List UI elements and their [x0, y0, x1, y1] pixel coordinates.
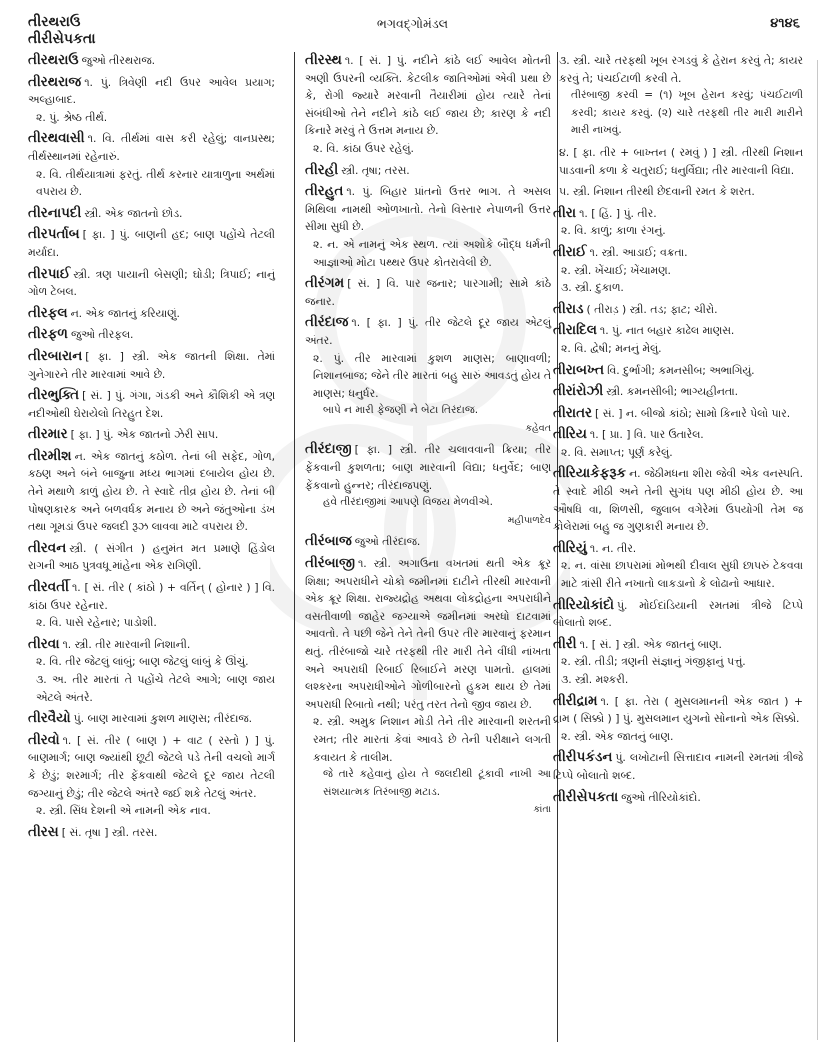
headword: તીરાતર	[553, 404, 593, 421]
sense: ૨. સ્ત્રી. તીડી; ત્રણની સંજ્ઞાનું ગંજીફાનું પત્તું.	[561, 655, 746, 669]
definition-text: ૫. સ્ત્રી. નિશાન તીરથી છેદવાની રમત કે શરત.	[559, 185, 755, 199]
headword: તીરભુક્તિ	[28, 387, 80, 404]
headword: તીરાબખ્ત	[553, 361, 605, 378]
entry-definition	[553, 540, 803, 558]
entry-definition	[553, 52, 803, 87]
headword: તીરફળ	[28, 326, 68, 343]
dictionary-entry	[28, 226, 275, 261]
definition-text: પું. લખોટાની સિત્તાદાવ નામની રમતમાં ત્રીજે ટિપ્પે બોલાતો શબ્દ.	[553, 751, 803, 782]
dictionary-entry	[28, 305, 275, 323]
definition-text: સ્ત્રી. ત્રણ પાયાની બેસણી; ઘોડી; ત્રિપાઈ; નાનું ગોળ ટેબલ.	[28, 267, 275, 299]
definition-text: [ સં. તૃષા ] સ્ત્રી. તરસ.	[61, 825, 158, 839]
guide-word-last: તીરીસેપકતા	[28, 31, 96, 47]
definition-text: [ સં. ] પું. ગંગા, ગંડકી અને કૌશિકી એ ત્રણ નદીઓથી ઘેરાયેલો તિરહુત દેશ.	[28, 389, 275, 420]
entry-definition	[305, 314, 551, 349]
definition-text: ૧. [ પ્રા. ] વિ. પાર ઉતારેલ.	[589, 428, 704, 442]
entry-definition	[28, 387, 275, 422]
definition-text: પું. મોઈદાંડિયાની રમતમાં ત્રીજે ટિપ્પે બોલાતો શબ્દ.	[553, 598, 803, 630]
sense: ૨. વિ. દ્વેષી; મનનું મેલું.	[561, 341, 662, 355]
entry-definition	[553, 205, 803, 223]
entry-definition	[553, 322, 803, 340]
definition-text: [ ફા. ] સ્ત્રી. એક જાતની શિક્ષા. તેમાં ગુનેગારને તીર મારવામાં આવે છે.	[28, 349, 275, 381]
sense: ૨. સ્ત્રી. અમુક નિશાન મોડી તેને તીર મારવાની શરતની રમત; તીર મારતાં કેવાં આવડે છે તેની પરીક્ષાને લગતી કવાયત કે તાલીમ.	[313, 715, 551, 764]
entry-definition	[28, 226, 275, 261]
entry-definition	[305, 162, 551, 180]
page-number: ૪૧૪૬	[770, 16, 800, 31]
quote-source: કહેવત	[525, 422, 551, 434]
definition-text: ૧. ન. તીર.	[589, 541, 637, 555]
dictionary-entry	[28, 426, 275, 444]
headword: તીરથરાજ	[28, 73, 82, 90]
dictionary-entry	[28, 732, 275, 820]
definition-text: સ્ત્રી. એક જાતનો છોડ.	[84, 206, 183, 220]
dictionary-entry	[553, 301, 803, 319]
page-edge-rule	[817, 60, 818, 1040]
definition-text: સ્ત્રી. ( સંગીત ) હનુમંત મત પ્રમાણે હિંડોલ રાગની આઠ પુત્રવધૂ માંહેના એક રાગિણી.	[28, 541, 275, 573]
definition-text: ૧. [ હિં. ] પું. તીર.	[579, 206, 657, 220]
dictionary-entry	[28, 579, 275, 632]
headword: તીરવો	[28, 731, 60, 748]
headword: તીરસ	[28, 823, 59, 840]
headword: તીરસ્થ	[305, 52, 342, 68]
entry-definition	[305, 183, 551, 236]
dictionary-entry	[553, 52, 803, 140]
headword: તીરનાપદી	[28, 204, 82, 221]
dictionary-entry	[28, 348, 275, 383]
headword: તીરાદિલ	[553, 322, 597, 339]
dictionary-entry	[305, 441, 551, 529]
dictionary-entry	[28, 636, 275, 706]
entry-definition	[28, 824, 275, 842]
dictionary-entry	[553, 405, 803, 423]
entry-definition	[28, 710, 275, 728]
definition-text: ૧. [ સં. ] પું. નદીને કાંઠે લઈ આવેલ મોતની અણી ઉપરની વ્યક્તિ. કેટલીક જાતિઓમાં એવી પ્રથા છે કે, રોગી જ્યારે મરવાની તૈયારીમાં હોય ત્યારે તેનાં સંબંધીઓ તેને નદીને કાંઠે લઈ જાય છે; કારણ કે નદી કિનારે મરવું તે ઉત્તમ મનાય છે.	[305, 54, 551, 138]
sense: ૩. સ્ત્રી. દુકાળ.	[561, 281, 624, 295]
definition-text: ૪. [ ફા. તીર + બાખ્તન ( રમવું ) ] સ્ત્રી. તીરથી નિશાન પાડવાની કળા કે ચતુરાઈ; ધનુર્વિદ્યા; તીર મારવાની વિદ્યા.	[559, 145, 803, 177]
definition-text: ૩. સ્ત્રી. ચારે તરફથી ખૂબ રગડવું કે હેરાન કરવું તે; કાયર કરવું તે; પંચઈટાળી કરવી તે.	[559, 54, 803, 85]
entry-definition	[553, 405, 803, 423]
definition-text: જુઓ તીરંદાજ.	[354, 535, 421, 549]
sense: ૩. સ્ત્રી. મશ્કરી.	[561, 673, 629, 686]
dictionary-entry	[28, 130, 275, 200]
headword: તીરવન	[28, 539, 67, 556]
book-title: ભગવદ્ગોમંડલ	[376, 16, 449, 31]
sense: ૨. સ્ત્રી. ખેંચાઈ; ખેંચામણ.	[561, 263, 671, 277]
dictionary-entry	[28, 387, 275, 422]
entry-definition	[305, 555, 551, 713]
headword: તીરમીશ	[28, 447, 72, 464]
headword: તીરપાઈ	[28, 265, 71, 282]
dictionary-entry	[305, 162, 551, 180]
definition-text: ૧. [ સં. ] સ્ત્રી. એક જાતનું બાણ.	[579, 637, 722, 651]
definition-text: પું. બાણ મારવામાં કુશળ માણસ; તીરંદાજ.	[73, 712, 253, 726]
dictionary-entry	[305, 314, 551, 437]
sense: ૨. વિ. પાસે રહેનાર; પાડોશી.	[36, 616, 157, 630]
definition-text: જુઓ તીરફલ.	[70, 328, 134, 342]
headword: તીરથરાઉ	[28, 52, 79, 68]
guide-word-first: તીરથરાઉ	[28, 14, 81, 30]
definition-text: જુઓ તીરિયોકાંદો.	[621, 790, 701, 804]
headword: તીરમાર	[28, 426, 68, 443]
definition-text: [ સં. ] વિ. પાર જનાર; પારગામી; સામે કાંઠે જનાર.	[305, 277, 551, 308]
headword: તીરિય	[553, 426, 587, 443]
headword: તીરહુત	[305, 183, 344, 200]
sense: ૩. અ. તીર મારતાં તે પહોંચે તેટલે આગે; બાણ જાય એટલે અંતરે.	[36, 673, 275, 704]
entry-definition	[553, 426, 803, 444]
entry-definition	[553, 183, 803, 201]
headword: તીરી	[553, 635, 577, 652]
column-2	[294, 52, 558, 1042]
entry-definition	[28, 130, 275, 165]
dictionary-entry	[305, 52, 551, 158]
entry-definition	[553, 144, 803, 179]
definition-text: ૧. સ્ત્રી. તીર મારવાની નિશાની.	[62, 637, 191, 651]
definition-text: સ્ત્રી. તૃષા; તરસ.	[341, 163, 410, 177]
dictionary-entry	[305, 555, 551, 819]
entry-definition	[553, 789, 803, 807]
entry-definition	[305, 441, 551, 494]
headword: તીરીપકંડન	[553, 749, 613, 766]
entry-definition	[28, 732, 275, 802]
headword: તીરંદાજી	[305, 441, 352, 458]
entry-definition	[553, 383, 803, 401]
dictionary-entry	[553, 244, 803, 297]
headword: તીરાંરોઝી	[553, 383, 604, 400]
definition-text: ૧. પું. બિહાર પ્રાંતનો ઉત્તર ભાગ. તે અસલ મિથિલા નામથી ઓળખાતો. તેનો વિસ્તાર નેપાળની ઉત્તર સીમા સુધી છે.	[305, 185, 551, 234]
dictionary-entry	[553, 426, 803, 461]
dictionary-entry	[28, 266, 275, 301]
sense: ૨. વિ. કાંઠા ઉપર રહેલું.	[313, 141, 414, 155]
guide-words	[28, 14, 96, 48]
entry-definition	[28, 348, 275, 383]
dictionary-entry	[28, 540, 275, 575]
headword: તીરવર્તી	[28, 579, 70, 596]
entry-definition	[28, 266, 275, 301]
dictionary-entry	[553, 322, 803, 357]
entry-definition	[553, 301, 803, 319]
entry-definition	[28, 636, 275, 654]
definition-text: ૧. [ ફા. ] પું. તીર જેટલે દૂર જાય એટલું અંતર.	[305, 316, 551, 347]
definition-text: [ ફા. ] સ્ત્રી. તીર ચલાવવાની ક્રિયા; તીર ફેંકવાની કુશળતા; બાણ મારવાની વિદ્યા; ધનુર્વેદ; બાણ ફેંકવાનો હુન્નર; તીરંદાજપણું.	[305, 443, 551, 492]
entry-definition	[553, 362, 803, 380]
quote-source: કાંતા	[533, 804, 551, 816]
definition-text: જુઓ તીરથરાજ.	[81, 54, 156, 67]
quote-source: મહીપાળદેવ	[507, 514, 551, 526]
headword: તીરાડ	[553, 300, 584, 317]
dictionary-entry	[553, 144, 803, 179]
headword: તીરપર્તાબ	[28, 226, 80, 243]
usage-quote: બાપે ન મારી ફેજણી ને બેટા તિરંદાજ.	[323, 404, 479, 417]
dictionary-entry	[28, 824, 275, 842]
sense: ૨. સ્ત્રી. સિંધ દેશની એ નામની એક નાવ.	[36, 804, 211, 818]
definition-text: ( તીરાડ઼ ) સ્ત્રી. તડ; ફાટ; ચીરો.	[586, 302, 718, 316]
usage-quote: તીરંબાજી કરવી = (૧) ખૂબ હેરાન કરવું; પંચઈટાળી કરવી; કાયર કરવું. (૨) ચારે તરફથી તીર મારી મારીને મારી નાખવું.	[571, 89, 803, 137]
definition-text: [ સં. ] ન. બીજો કાંઠો; સામો કિનારે પેલો પાર.	[595, 406, 791, 420]
dictionary-entry	[28, 448, 275, 536]
headword: તીરહી	[305, 161, 339, 178]
dictionary-entry	[553, 789, 803, 807]
dictionary-entry	[305, 183, 551, 271]
definition-text: ન. જેઠીમધના શીરા જેવી એક વનસ્પતિ. તે સ્વાદે મીઠી અને તેની સુગંધ પણ મીઠી હોય છે. આ ઔષધિ વા, શિળસી, જુલાબ વગેરેમાં ઉપયોગી તેમ જ કોલેરામાં બહુ જ ગુણકારી મનાય છે.	[553, 467, 803, 534]
headword: તીરથવાસી	[28, 130, 85, 147]
definition-text: વિ. દુર્ભાગી; કમનસીબ; અભાગિયું.	[607, 363, 755, 377]
sense: ૨. વિ. તીર્થયાત્રામાં ફરતું. તીર્થ કરનાર યાત્રાળુના અર્થમાં વપરાય છે.	[36, 167, 275, 199]
dictionary-entry	[553, 693, 803, 746]
headword: તીરબારાન	[28, 347, 83, 364]
definition-text: ૧. વિ. તીર્થમાં વાસ કરી રહેલું; વાનપ્રસ્થ; તીર્થસ્થાનમાં રહેનારું.	[28, 132, 275, 163]
dictionary-entry	[553, 465, 803, 535]
definition-text: ૧. [ સં. તીર ( બાણ ) + વાટ ( રસ્તો ) ] પું. બાણમાર્ગ; બાણ જ્યાંથી છૂટી જેટલે પડે તેની વચલો માર્ગ કે છેડું; શરમાર્ગ; તીર ફેંકવાથી જેટલે દૂર જાય તેટલી જગ્યાનું છેડું; તીર જેટલે અંતરે જઈ શકે તેટલું અંતર.	[28, 733, 275, 800]
dictionary-entry	[553, 636, 803, 689]
headword: તીરફલ	[28, 304, 68, 321]
dictionary-entry	[553, 597, 803, 632]
entry-definition	[28, 74, 275, 109]
entry-definition	[28, 305, 275, 323]
headword: તીરવૈયો	[28, 710, 71, 727]
entry-definition	[553, 597, 803, 632]
sense: ૨. પું. તીર મારવામાં કુશળ માણસ; બાણાવળી; નિશાનબાજ; જેને તીર મારતાં બહુ સારું આવડતું હોય તે માણસ; ધનુર્ધર.	[313, 351, 551, 400]
sense: ૨. વિ. સમાપ્ત; પૂર્ણ કરેલું.	[561, 445, 673, 459]
dictionary-entry	[553, 540, 803, 593]
entry-definition	[28, 52, 275, 70]
definition-text: ૧. પું. ત્રિવેણી નદી ઉપર આવેલ પ્રયાગ; અલ્હાબાદ.	[28, 75, 275, 107]
dictionary-entry	[28, 52, 275, 70]
entry-definition	[305, 275, 551, 310]
definition-text: ૧. [ સં. તીર ( કાંઠો ) + વર્તિન્ ( હોનાર ) ] વિ. કાંઠા ઉપર રહેનાર.	[28, 581, 275, 612]
headword: તીરા	[553, 204, 577, 221]
usage-quote: હવે તીરંદાજીમાં આપણે વિજય મેળવીએ.	[323, 496, 493, 509]
entry-definition	[553, 636, 803, 654]
entry-definition	[553, 749, 803, 784]
entry-definition	[305, 533, 551, 551]
headword: તીરંબાજ	[305, 533, 352, 550]
entry-definition	[553, 244, 803, 262]
entry-definition	[28, 540, 275, 575]
dictionary-entry	[28, 205, 275, 223]
dictionary-entry	[305, 275, 551, 310]
usage-quote: જે તારે કહેવાનું હોય તે જલદીથી ટૂંકાવી નાખી આ સંશયાત્મક તિરંબાજી મટાડ.	[323, 768, 551, 798]
dictionary-entry	[553, 183, 803, 201]
definition-text: [ ફા. ] પું. એક જાતનો ઝેરી સાપ.	[70, 428, 219, 442]
dictionary-entry	[553, 205, 803, 240]
entry-definition	[305, 52, 551, 140]
headword: તીરિયાકેફરૂક	[553, 465, 627, 482]
headword: તીરીદ્રામ	[553, 692, 598, 709]
definition-text: ૧. સ્ત્રી. અગાઉના વખતમાં થતી એક ક્રૂર શિક્ષા; અપરાધીને ચોકો જમીનમાં દાટીને તીરથી મારવાની એક ક્રૂર શિક્ષા. રાજ્યદ્રોહ અથવા લોકદ્રોહના અપરાધીને વસતીવાળી જાહેર જગ્યાએ જમીનમાં અરધો દાટવામાં આવતો. તે પછી જેને તેને તેની ઉપર તીર મારવાનું ફરમાન થતું. તીરંબાજો ચારે તરફથી તીર મારી તેને વીંધી નાંખતા અને અપરાધી રિબાઈ રિબાઈને મરણ પામતો. હાલમાં લશ્કરના અપરાધીઓને ગોળીબારનો હુકમ થાય છે તેમાં અપરાધી રિબાતો નથી; પરંતુ તરત તેનો જીવ જાય છે.	[305, 557, 551, 711]
column-1	[28, 52, 275, 845]
definition-text: સ્ત્રી. કમનસીબી; ભાગ્યહીનતા.	[606, 385, 739, 399]
headword: તીરાઈ	[553, 243, 587, 260]
dictionary-entry	[28, 326, 275, 344]
definition-text: ન. એક જાતનું કરિયાણું.	[70, 306, 180, 320]
sense: ૨. ન. વાંસા છાપરામાં મોભથી દીવાલ સુધી છાપરું ટેકવવા માટે ત્રાંસી રીતે નખાતો લાકડાનો કે લોઢાનો આધાર.	[561, 559, 803, 591]
dictionary-entry	[28, 74, 275, 127]
dictionary-entry	[553, 749, 803, 784]
definition-text: [ ફા. ] પું. બાણની હદ; બાણ પહોંચે તેટલી મર્યાદા.	[28, 228, 275, 259]
dictionary-entry	[553, 383, 803, 401]
entry-definition	[28, 579, 275, 614]
entry-definition	[28, 426, 275, 444]
sense: ૨. વિ. કાળું; કાળા રંગનું.	[561, 224, 666, 238]
headword: તીરિયોકાંદો	[553, 596, 615, 613]
headword: તીરંબાજી	[305, 555, 355, 572]
column-3	[553, 52, 803, 810]
entry-definition	[28, 448, 275, 536]
running-head	[0, 0, 825, 50]
headword: તીરીસેપકતા	[553, 788, 619, 805]
sense: ૨. પું. શ્રેષ્ઠ તીર્થ.	[36, 110, 108, 124]
sense: ૨. સ્ત્રી. એક જાતનું બાણ.	[561, 729, 674, 743]
entry-definition	[28, 205, 275, 223]
dictionary-entry	[305, 533, 551, 551]
definition-text: ન. એક જાતનું કઠોળ. તેનાં બી સફેદ, ગોળ, કઠણ અને બંને બાજુના મધ્ય ભાગમાં દબાયેલ હોય છે. તેને મથાળે કાળું હોય છે. તે સ્વાદે તીવ્ર હોય છે. તેનાં બી પોષણકારક અને બળવર્ધક મનાય છે અને જંતુઓના ડંખ તથા ગૂમડાં ઉપર જલદી રૂઝ લાવવા માટે વપરાય છે.	[28, 449, 275, 534]
definition-text: ૧. સ્ત્રી. આડાઈ; વક્રતા.	[589, 245, 688, 259]
dictionary-entry	[28, 710, 275, 728]
headword: તીરંદાજ	[305, 314, 349, 331]
entry-definition	[28, 326, 275, 344]
headword: તીરંગમ	[305, 275, 345, 292]
dictionary-entry	[553, 362, 803, 380]
sense: ૨. ન. એ નામનું એક સ્થળ. ત્યાં અશોકે બૌદ્ધ ધર્મની આજ્ઞાઓ મોટા પથ્થર ઉપર કોતરાવેલી છે.	[313, 237, 551, 269]
sense: ૨. વિ. તીર જેટલું લાંબું; બાણ જેટલું લાંબું કે ઊંચું.	[36, 655, 249, 669]
definition-text: ૧. [ ફા. તેરા ( મુસલમાનની એક જાત ) + દ્રામ ( સિક્કો ) ] પું. મુસલમાન યુગનો સોનાનો એક સિક્કો.	[553, 694, 803, 726]
headword: તીરવા	[28, 635, 60, 652]
entry-definition	[553, 465, 803, 535]
entry-definition	[553, 693, 803, 728]
definition-text: ૧. પું. નાત બહાર કાઢેલ માણસ.	[599, 324, 735, 338]
headword: તીરિયું	[553, 539, 587, 556]
